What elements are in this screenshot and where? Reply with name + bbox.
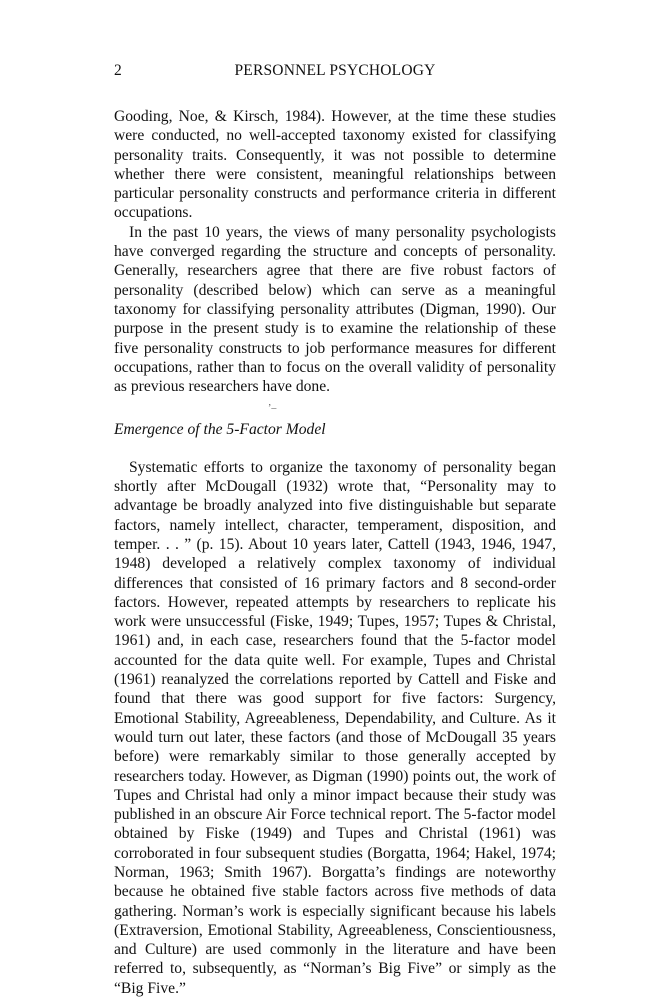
paragraph-five-factor-intro: In the past 10 years, the views of many personality psychologists have converged regarding the structure and concepts of personality. Generally, researchers agree that there are five robust factors of personality (described below) which can serve as a meaningful taxonomy for classifying personality attributes (Digman, 1990). Our purpose in the present study is to examine the relationship of these five personality constructs to job performance measures for different occupations, rather than to focus on the overall validity of personality as previous researchers have done. xyxy=(114,223,556,396)
print-speck: ’– xyxy=(268,403,277,415)
journal-title: PERSONNEL PSYCHOLOGY xyxy=(234,62,436,79)
running-head xyxy=(114,62,556,88)
body-text xyxy=(114,107,556,998)
section-heading: Emergence of the 5-Factor Model xyxy=(114,421,326,439)
paragraph-continuation: Gooding, Noe, & Kirsch, 1984). However, at the time these studies were conducted, no well-accepted taxonomy existed for classifying personality traits. Consequently, it was not possible to determine whether there were consistent, meaningful relationships between particular personality constructs and performance criteria in different occupations. xyxy=(114,108,556,222)
paragraph-history: Systematic efforts to organize the taxonomy of personality began shortly after McDougall (1932) wrote that, “Personality may to advantage be broadly analyzed into five distinguishable but separate factors, namely intellect, character, temperament, disposition, and temper. . . ” (p. 15). About 10 years later, Cattell (1943, 1946, 1947, 1948) developed a relatively complex taxonomy of individual differences that consisted of 16 primary factors and 8 second-order factors. However, repeated attempts by researchers to replicate his work were unsuccessful (Fiske, 1949; Tupes, 1957; Tupes & Christal, 1961) and, in each case, researchers found that the 5-factor model accounted for the data quite well. For example, Tupes and Christal (1961) reanalyzed the correlations reported by Cattell and Fiske and found that there was good support for five factors: Surgency, Emotional Stability, Agreeableness, Dependability, and Culture. As it would turn out later, these factors (and those of McDougall 35 years before) were remarkably similar to those generally accepted by researchers today. However, as Digman (1990) points out, the work of Tupes and Christal had only a minor impact because their study was published in an obscure Air Force technical report. The 5-factor model obtained by Fiske (1949) and Tupes and Christal (1961) was corroborated in four subsequent studies (Borgatta, 1964; Hakel, 1974; Norman, 1963; Smith 1967). Borgatta’s findings are noteworthy because he obtained five stable factors across five methods of data gathering. Norman’s work is especially significant because his labels (Extraversion, Emotional Stability, Agreeableness, Conscientiousness, and Culture) are used commonly in the literature and have been referred to, subsequently, as “Norman’s Big Five” or simply as the “Big Five.” xyxy=(114,458,556,997)
page-number: 2 xyxy=(114,62,122,79)
journal-page xyxy=(114,62,556,998)
